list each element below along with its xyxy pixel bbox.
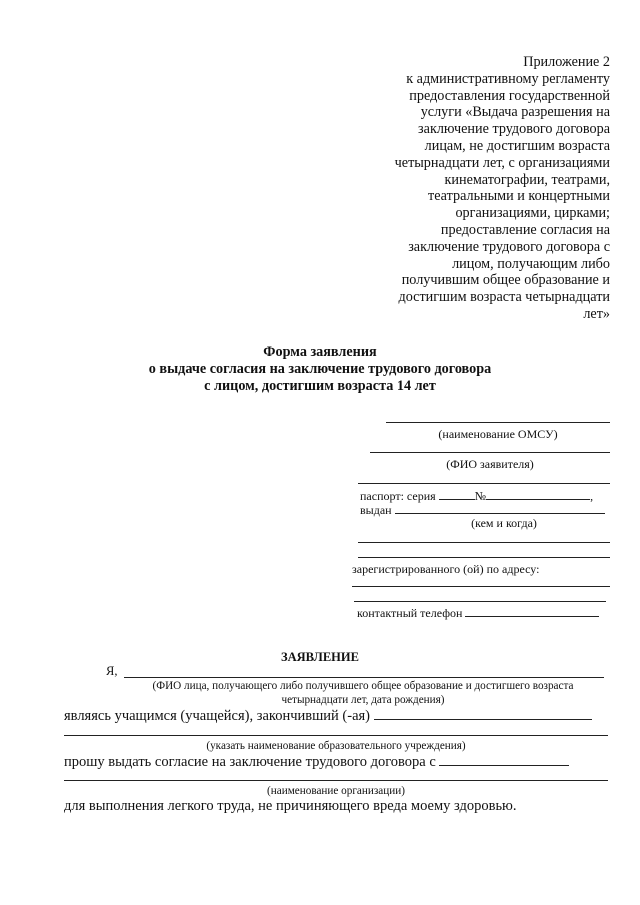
appendix-line: услуги «Выдача разрешения на — [420, 104, 610, 121]
person-fio-field[interactable] — [124, 677, 604, 678]
applicant-caption: (ФИО заявителя) — [446, 457, 534, 471]
address-field-2[interactable] — [354, 601, 606, 602]
institution-caption: (указать наименование образовательного учреждения) — [206, 740, 466, 752]
form-title-line-1: Форма заявления — [263, 344, 377, 360]
i-label: Я, — [106, 664, 118, 678]
appendix-reference — [360, 54, 610, 323]
appendix-line: к административному регламенту — [406, 70, 610, 87]
form-title — [0, 344, 640, 395]
phone-row — [357, 605, 599, 620]
passport-row — [360, 488, 593, 503]
omsu-name-field[interactable] — [386, 422, 610, 423]
passport-comma: , — [590, 489, 594, 503]
statement-heading: ЗАЯВЛЕНИЕ — [281, 650, 359, 664]
issued-row — [360, 502, 605, 517]
phone-field[interactable] — [465, 605, 599, 617]
appendix-line: Приложение 2 — [523, 54, 610, 70]
appendix-line: лицом, получающим либо — [452, 255, 610, 272]
appendix-line: получившим общее образование и — [401, 272, 610, 289]
passport-series-label: паспорт: серия — [360, 489, 436, 503]
registered-address-label: зарегистрированного (ой) по адресу: — [352, 562, 540, 576]
issued-continuation-field-2[interactable] — [358, 557, 610, 558]
passport-series-field[interactable] — [439, 488, 475, 500]
appendix-line: четырнадцати лет, с организациями — [394, 154, 610, 171]
purpose-text: для выполнения легкого труда, не причиняющего вреда моему здоровью. — [64, 798, 517, 814]
passport-number-sign: № — [474, 489, 487, 503]
student-label: являясь учащимся (учащейся), закончивший (-ая) — [64, 708, 371, 724]
issued-label: выдан — [360, 503, 392, 517]
applicant-name-continuation-field[interactable] — [358, 483, 610, 484]
appendix-line: заключение трудового договора — [418, 121, 610, 138]
organization-field[interactable] — [439, 752, 569, 766]
request-row — [64, 752, 569, 771]
appendix-line: достигшим возраста четырнадцати — [398, 289, 610, 306]
institution-field[interactable] — [374, 706, 592, 720]
phone-label: контактный телефон — [357, 606, 463, 620]
person-fio-caption — [128, 680, 598, 707]
institution-continuation-field[interactable] — [64, 735, 608, 736]
request-label: прошу выдать согласие на заключение трудового договора с — [64, 754, 436, 770]
appendix-line: заключение трудового договора с — [408, 238, 610, 255]
person-fio-caption-line-2: четырнадцати лет, дата рождения) — [281, 693, 445, 706]
applicant-name-field[interactable] — [370, 452, 610, 453]
appendix-line: лицам, не достигшим возраста — [424, 137, 610, 154]
appendix-line: организациями, цирками; — [455, 205, 610, 222]
issued-caption: (кем и когда) — [471, 516, 537, 530]
appendix-line: лет» — [583, 305, 610, 322]
address-field-1[interactable] — [352, 586, 610, 587]
appendix-line: предоставление согласия на — [440, 221, 610, 238]
omsu-caption: (наименование ОМСУ) — [438, 427, 558, 441]
appendix-line: театральными и концертными — [428, 188, 610, 205]
passport-number-field[interactable] — [486, 488, 590, 500]
issued-by-field[interactable] — [395, 502, 605, 514]
appendix-line: предоставления государственной — [409, 87, 610, 104]
appendix-line: кинематографии, театрами, — [444, 171, 610, 188]
organization-continuation-field[interactable] — [64, 780, 608, 781]
organization-caption: (наименование организации) — [267, 785, 405, 797]
issued-continuation-field-1[interactable] — [358, 542, 610, 543]
form-title-line-3: с лицом, достигшим возраста 14 лет — [204, 378, 436, 394]
person-fio-caption-line-1: (ФИО лица, получающего либо получившего общее образование и достигшего возраста — [152, 680, 574, 692]
student-row — [64, 706, 592, 725]
form-title-line-2: о выдаче согласия на заключение трудового договора — [148, 361, 492, 377]
